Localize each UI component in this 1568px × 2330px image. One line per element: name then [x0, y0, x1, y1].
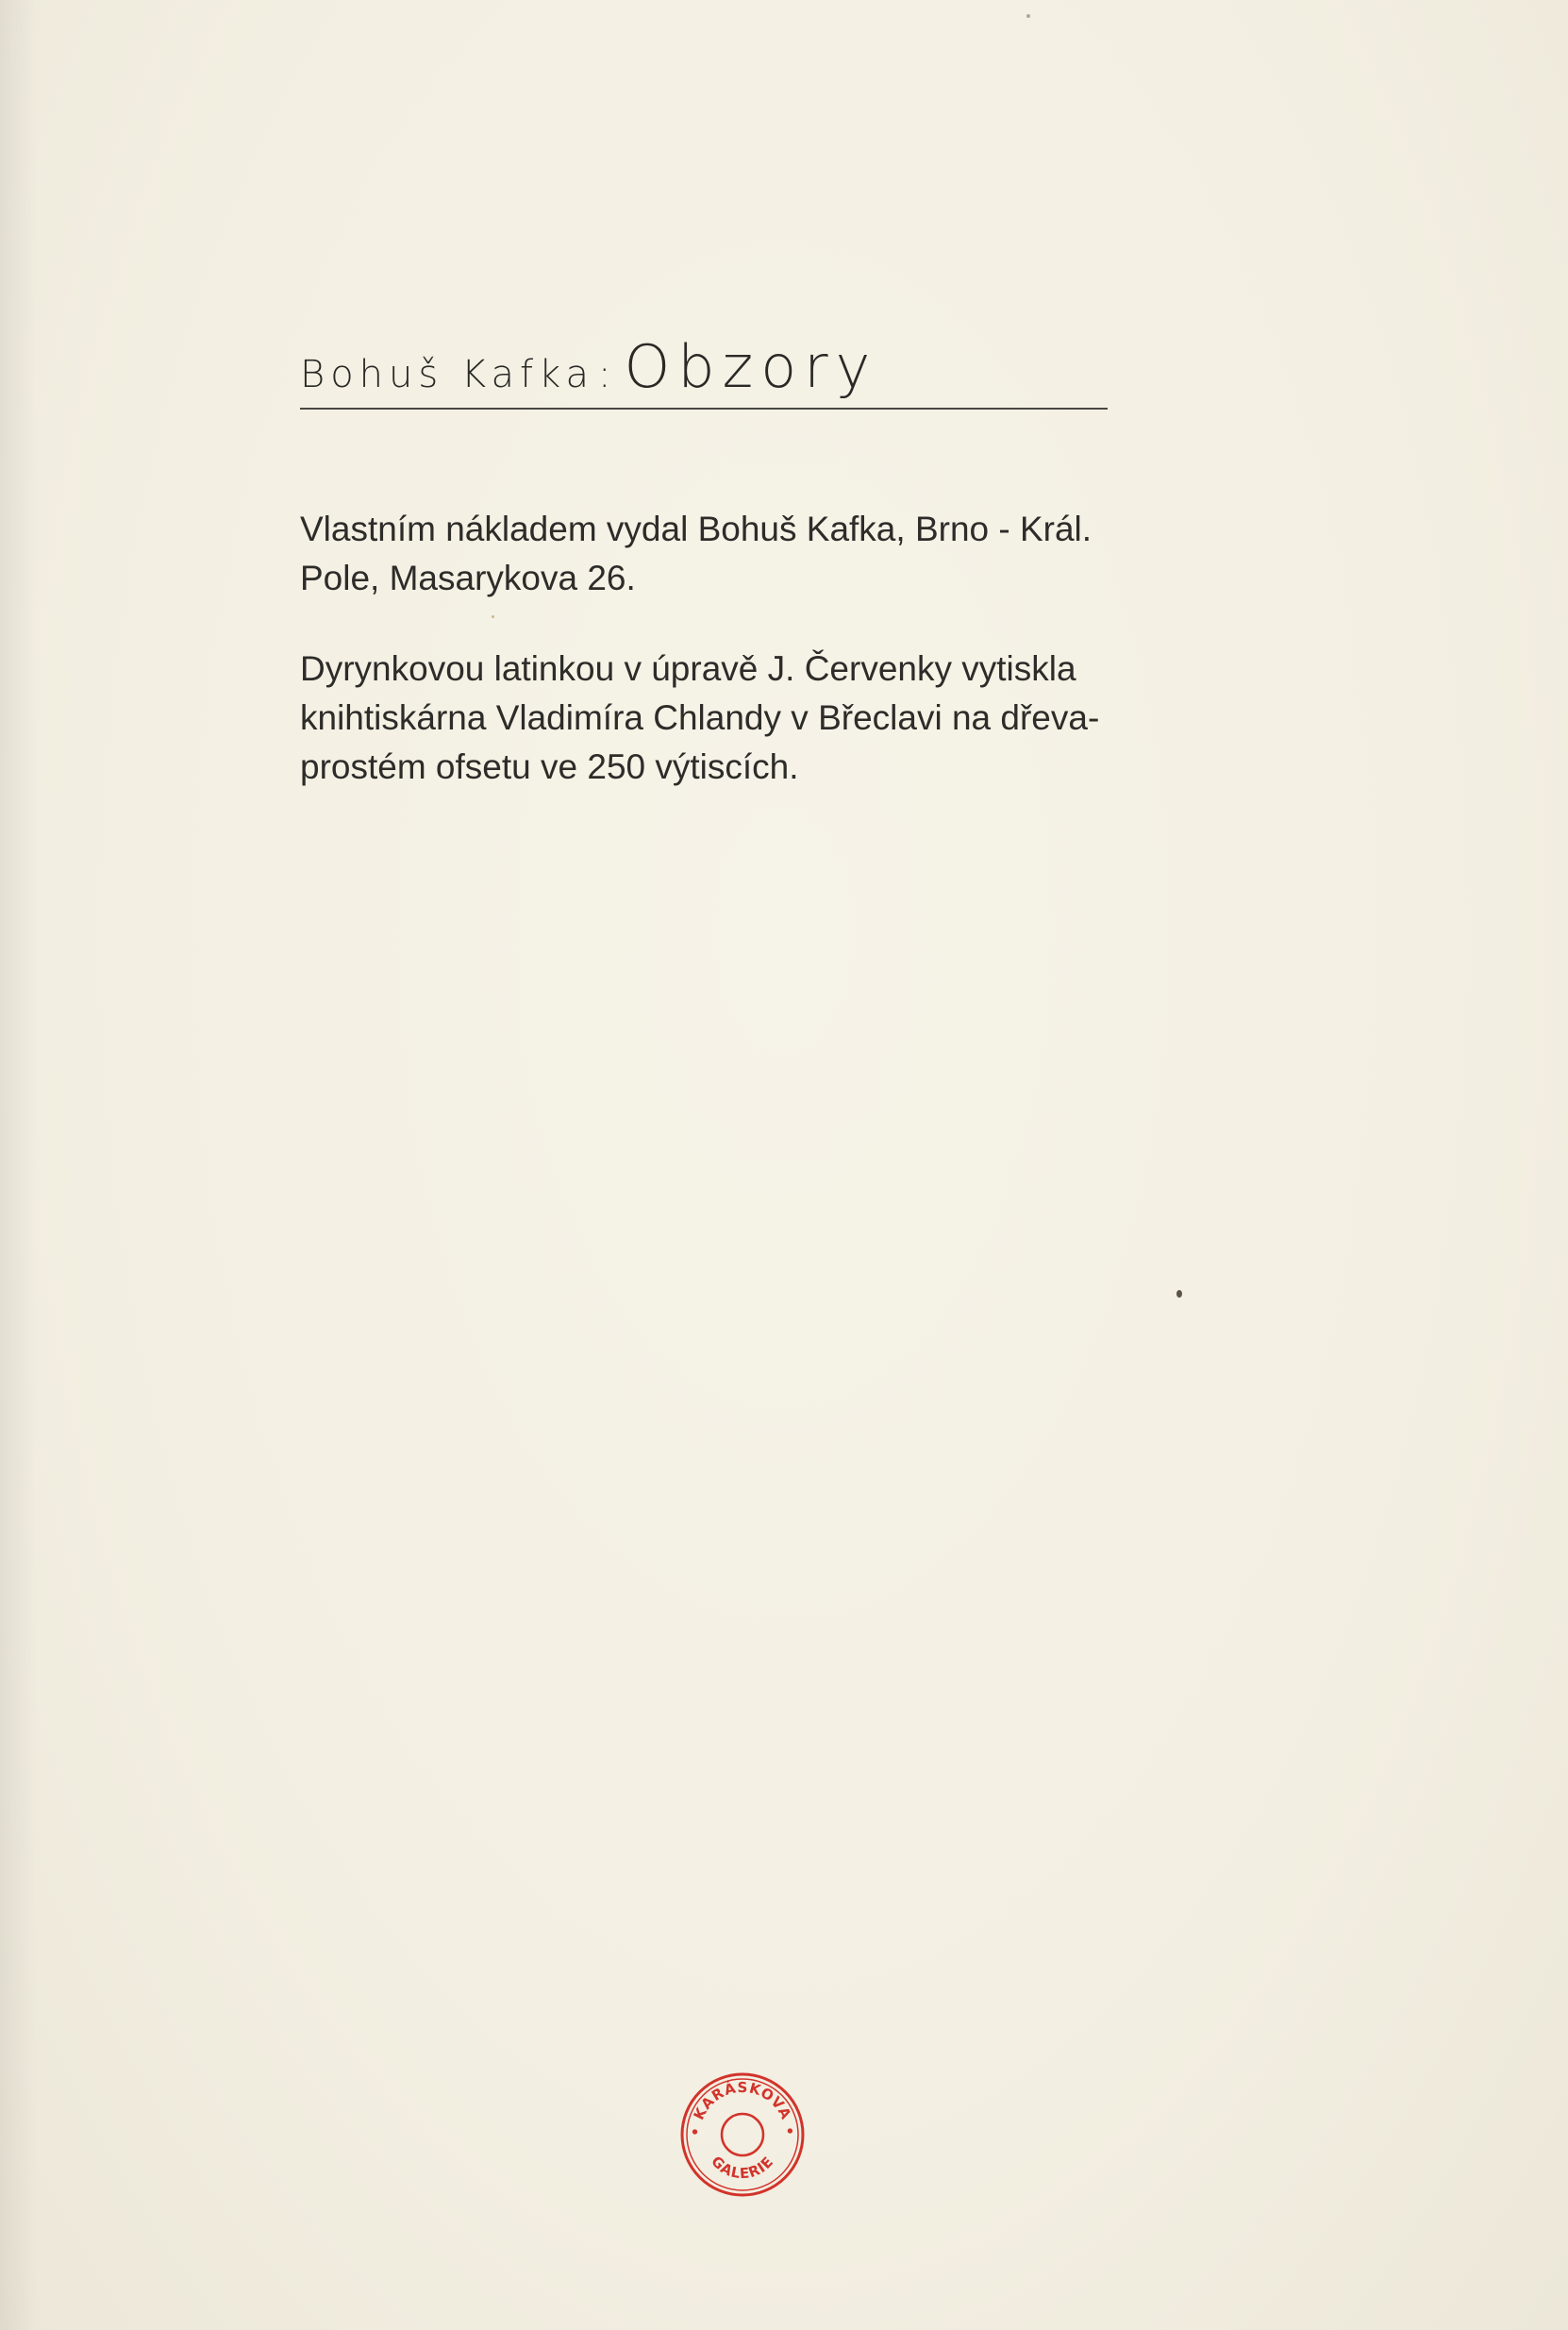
printing-line: knihtiskárna Vladimíra Chlandy v Břeclavi na dřeva-	[300, 698, 1100, 737]
title-rule	[300, 408, 1108, 410]
paper-speck	[1176, 1290, 1182, 1298]
publisher-line: Pole, Masarykova 26.	[300, 559, 636, 597]
title-author: Bohuš Kafka	[300, 353, 595, 396]
printing-line: prostém ofsetu ve 250 výtiscích.	[300, 747, 799, 786]
paper-speck	[492, 615, 494, 618]
printing-paragraph	[300, 645, 1130, 792]
title-work: Obzory	[624, 332, 878, 401]
title-separator: :	[598, 353, 611, 396]
book-title	[300, 332, 1108, 401]
printing-line: Dyrynkovou latinkou v úpravě J. Červenky vytiskla	[300, 649, 1076, 688]
svg-text:• KARÁSKOVA •: • KARÁSKOVA •	[686, 2078, 799, 2137]
publisher-paragraph	[300, 505, 1130, 603]
gallery-stamp	[677, 2070, 808, 2200]
page-gutter-shadow	[0, 0, 38, 2330]
publisher-line: Vlastním nákladem vydal Bohuš Kafka, Brno - Král.	[300, 510, 1093, 548]
paper-speck	[1026, 14, 1030, 18]
svg-text:GALERIE: GALERIE	[708, 2153, 777, 2183]
